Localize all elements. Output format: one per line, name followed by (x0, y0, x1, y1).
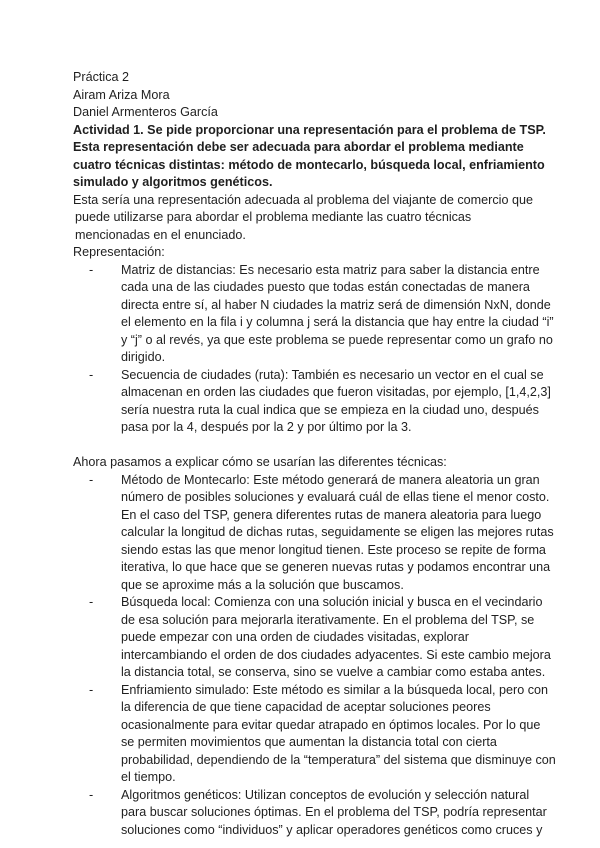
list-item-line: Matriz de distancias: Es necesario esta matriz para saber la distancia entre (121, 262, 540, 277)
list-item-line: Enfriamiento simulado: Este método es similar a la búsqueda local, pero con (121, 682, 549, 697)
bullet-dash: - (89, 682, 94, 697)
activity-line: Esta representación debe ser adecuada para abordar el problema mediante (73, 140, 524, 154)
list-item-line: siendo estas las que menor longitud tienen. Este proceso se repite de forma (121, 542, 546, 557)
list-item-line: pasa por la 4, después por la 2 y por último por la 3. (121, 420, 412, 434)
list-item-line: Búsqueda local: Comienza con una solución inicial y busca en el vecindario (121, 595, 543, 609)
paragraph-line: Esta sería una representación adecuada al problema del viajante de comercio que (73, 192, 533, 207)
list-item-line: directa entre sí, al haber N ciudades la matriz será de dimensión NxN, donde (121, 297, 551, 312)
list-item-line: Método de Montecarlo: Este método generará de manera aleatoria un gran (121, 472, 540, 487)
list-item-line: puede empezar con una orden de ciudades visitadas, explorar (121, 630, 469, 644)
list-item-line: que se aproxime más a la solución que buscamos. (121, 577, 404, 592)
blank-line (73, 437, 540, 455)
activity-line: cuatro técnicas distintas: método de montecarlo, búsqueda local, enfriamiento (73, 157, 545, 172)
list-item (89, 682, 556, 787)
author-name: Airam Ariza Mora (73, 87, 170, 102)
list-item-line: iterativa, lo que hace que se generen nuevas rutas y podamos encontrar una (121, 560, 551, 574)
list-item-line: dirigido. (121, 350, 166, 364)
list-item-line: y “j” o al revés, ya que este problema se puede representar como un grafo no (121, 332, 553, 347)
list-item-line: la distancia total, se conserva, sino se vuelve a cambiar como estaba antes. (121, 665, 546, 679)
author-name: Daniel Armenteros García (73, 105, 218, 119)
activity-line: Actividad 1. Se pide proporcionar una representación para el problema de TSP. (73, 122, 546, 137)
paragraph-line: mencionadas en el enunciado. (75, 227, 246, 242)
techniques-list (73, 472, 556, 840)
list-item-line: Secuencia de ciudades (ruta): También es necesario un vector en el cual se (121, 367, 544, 382)
activity-line: simulado y algoritmos genéticos. (73, 175, 273, 189)
list-item (89, 472, 554, 595)
bullet-dash: - (89, 595, 94, 609)
list-item-line: sería nuestra ruta la cual indica que se empieza en la ciudad uno, después (121, 402, 539, 417)
paragraph-line: puede utilizarse para abordar el problema mediante las cuatro técnicas (75, 210, 472, 224)
representation-list (73, 262, 554, 437)
list-item-line: ocasionalmente para evitar quedar atrapado en óptimos locales. Por lo que (121, 717, 541, 732)
list-item-line: En el caso del TSP, genera diferentes rutas de manera aleatoria para luego (121, 507, 542, 522)
list-item-line: número de posibles soluciones y evaluará cuál de ellas tiene el menor costo. (121, 490, 550, 504)
list-item (89, 787, 547, 840)
list-item-line: Algoritmos genéticos: Utilizan conceptos de evolución y selección natural (121, 787, 530, 802)
section-heading-representation: Representación: (73, 245, 165, 259)
document-title: Práctica 2 (73, 70, 129, 84)
list-item-line: almacenan en orden las ciudades que fueron visitadas, por ejemplo, [1,4,2,3] (121, 385, 551, 399)
bullet-dash: - (89, 472, 94, 487)
section-heading-techniques: Ahora pasamos a explicar cómo se usarían las diferentes técnicas: (73, 455, 447, 469)
list-item-line: cada una de las ciudades puesto que todas están conectadas de manera (121, 280, 530, 294)
list-item (89, 594, 551, 682)
list-item-line: intercambiando el orden de dos ciudades adyacentes. Si este cambio mejora (121, 647, 551, 662)
bullet-dash: - (89, 367, 94, 382)
activity-statement (73, 122, 554, 192)
intro-paragraph (73, 192, 540, 245)
list-item (89, 367, 551, 437)
list-item-line: el tiempo. (121, 770, 176, 784)
list-item-line: se permiten movimientos que aumentan la distancia total con cierta (121, 735, 497, 749)
bullet-dash: - (89, 787, 94, 802)
list-item-line: para buscar soluciones óptimas. En el problema del TSP, podría representar (121, 805, 547, 819)
list-item-line: calcular la longitud de dichas rutas, seguidamente se eligen las mejores rutas (121, 525, 554, 539)
list-item (89, 262, 554, 367)
list-item-line: la diferencia de que tiene capacidad de aceptar soluciones peores (121, 700, 491, 714)
list-item-line: probabilidad, dependiendo de la “temperatura” del sistema que disminuye con (121, 752, 556, 767)
list-item-line: soluciones como “individuos” y aplicar operadores genéticos como cruces y (121, 822, 543, 837)
list-item-line: el elemento en la fila i y columna j será la distancia que hay entre la ciudad “i” (121, 315, 554, 329)
list-item-line: de esa solución para mejorarla iterativamente. En el problema del TSP, se (121, 612, 535, 627)
bullet-dash: - (89, 262, 94, 277)
